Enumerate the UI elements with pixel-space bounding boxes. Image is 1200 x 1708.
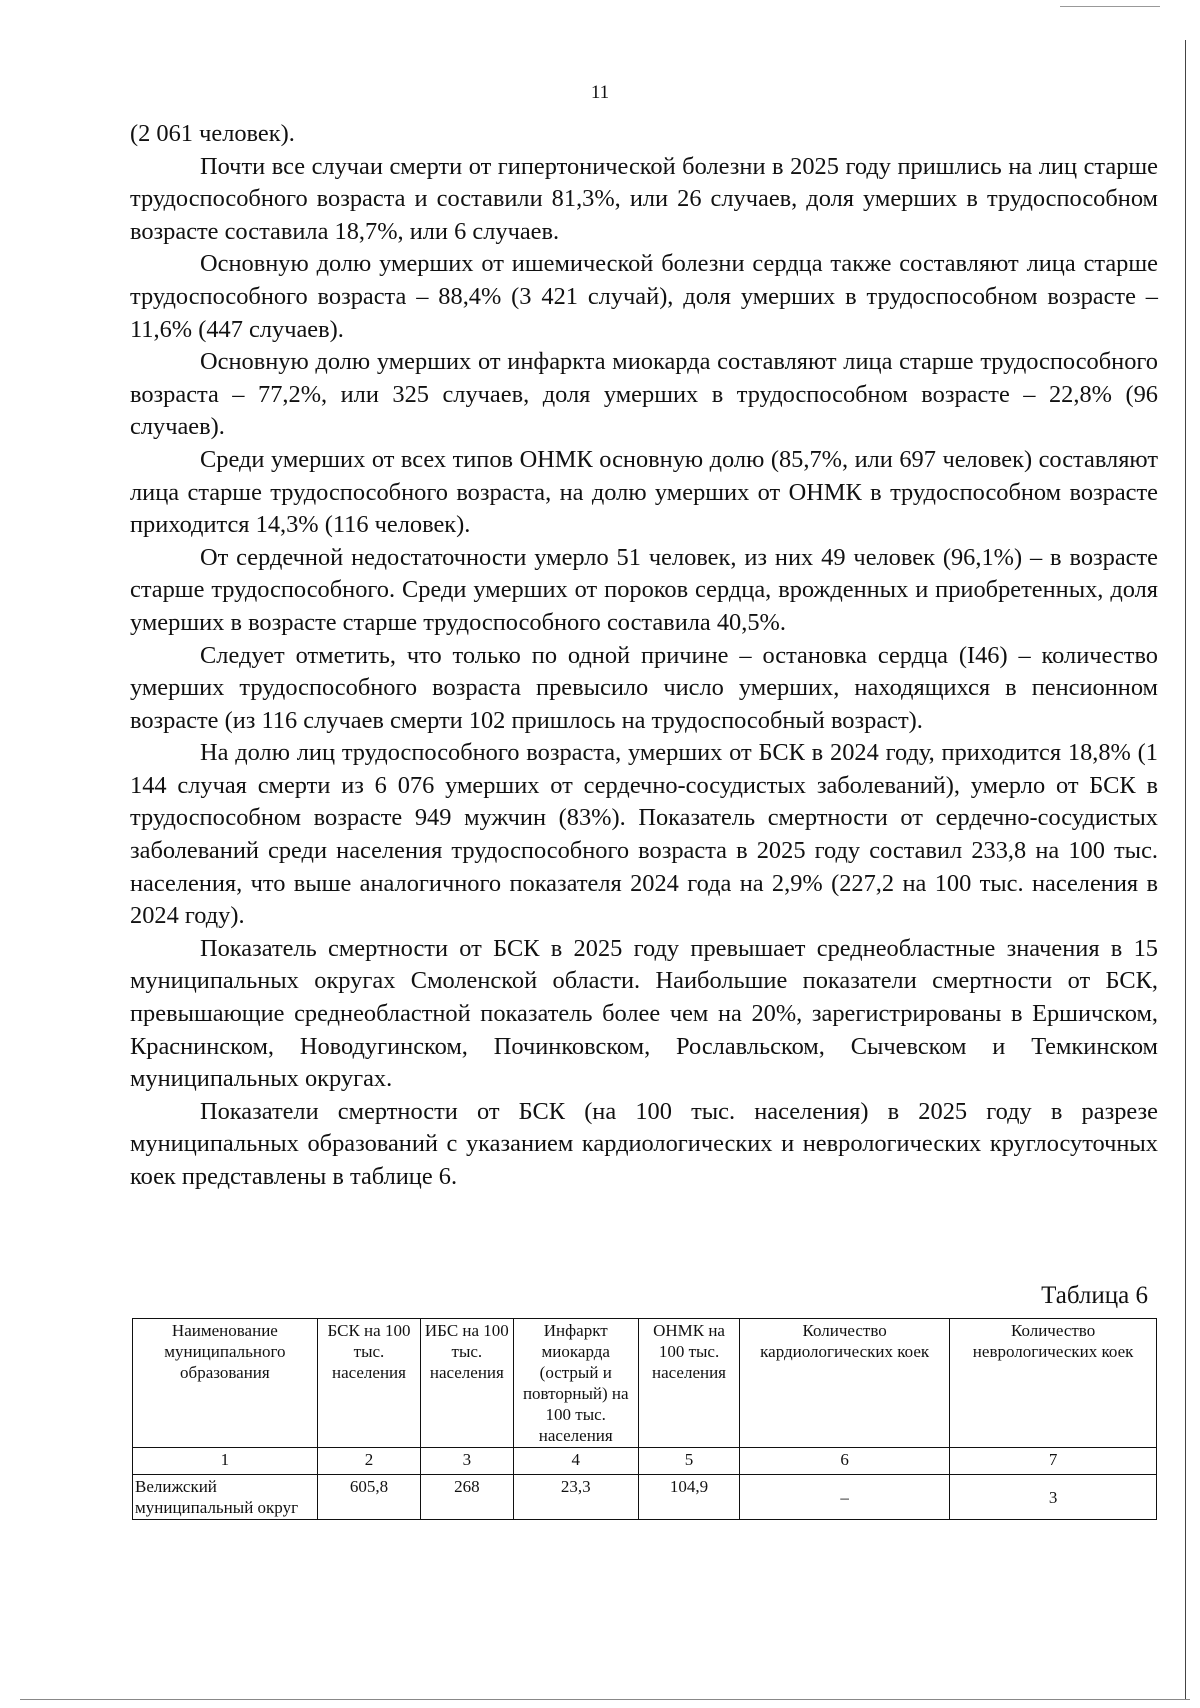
column-header: Количество неврологических коек: [950, 1319, 1157, 1448]
paragraph: Показатель смертности от БСК в 2025 году превышает среднеобластные значения в 15 муниципальных округах Смоленской области. Наибольшие показатели смертности от БСК, превышающие среднеобластной показатель более чем на 20%, зарегистрированы в Ершичском, Краснинском, Новодугинском, Починковском, Рославльском, Сычевском и Темкинском муниципальных округах.: [130, 934, 1158, 1093]
column-number: 4: [513, 1448, 638, 1475]
column-number: 5: [638, 1448, 739, 1475]
ibs-value: 268: [421, 1475, 513, 1520]
neuro-beds-value: 3: [950, 1475, 1157, 1520]
mortality-table: [132, 1318, 1157, 1520]
column-header: БСК на 100 тыс. населения: [317, 1319, 420, 1448]
body-text: [130, 118, 1158, 1194]
scan-edge-top: [1060, 6, 1160, 7]
column-number: 2: [317, 1448, 420, 1475]
municipality-name: Велижский муниципальный округ: [133, 1475, 318, 1520]
scan-edge-right: [1185, 40, 1187, 1700]
table-row: [133, 1475, 1157, 1520]
column-number: 7: [950, 1448, 1157, 1475]
scan-edge-bottom: [20, 1699, 1190, 1700]
column-header: Наименование муниципального образования: [133, 1319, 318, 1448]
paragraph: Почти все случаи смерти от гипертонической болезни в 2025 году пришлись на лиц старше трудоспособного возраста и составили 81,3%, или 26 случаев, доля умерших в трудоспособном возрасте составила 18,7%, или 6 случаев.: [130, 152, 1158, 245]
paragraph: На долю лиц трудоспособного возраста, умерших от БСК в 2024 году, приходится 18,8% (1 144 случая смерти из 6 076 умерших от сердечно-сосудистых заболеваний), умерло от БСК в трудоспособном возрасте 949 мужчин (83%). Показатель смертности от сердечно-сосудистых заболеваний среди населения трудоспособного возраста в 2025 году составил 233,8 на 100 тыс. населения, что выше аналогичного показателя 2024 года на 2,9% (227,2 на 100 тыс. населения в 2024 году).: [130, 739, 1158, 930]
column-header: Инфаркт миокарда (острый и повторный) на 100 тыс. населения: [513, 1319, 638, 1448]
bsk-value: 605,8: [317, 1475, 420, 1520]
column-number: 6: [740, 1448, 950, 1475]
paragraph: Основную долю умерших от инфаркта миокарда составляют лица старше трудоспособного возраста – 77,2%, или 325 случаев, доля умерших в трудоспособном возрасте – 22,8% (96 случаев).: [130, 348, 1158, 441]
column-header: ОНМК на 100 тыс. населения: [638, 1319, 739, 1448]
column-header: Количество кардиологических коек: [740, 1319, 950, 1448]
column-number: 1: [133, 1448, 318, 1475]
paragraph: Среди умерших от всех типов ОНМК основную долю (85,7%, или 697 человек) составляют лица старше трудоспособного возраста, на долю умерших от ОНМК в трудоспособном возрасте приходится 14,3% (116 человек).: [130, 445, 1158, 539]
column-number: 3: [421, 1448, 513, 1475]
paragraph: (2 061 человек).: [130, 120, 295, 147]
cardio-beds-value: –: [740, 1475, 950, 1520]
table-caption: Таблица 6: [1041, 1282, 1148, 1309]
infarct-value: 23,3: [513, 1475, 638, 1520]
paragraph: Основную долю умерших от ишемической болезни сердца также составляют лица старше трудоспособного возраста – 88,4% (3 421 случай), доля умерших в трудоспособном возрасте – 11,6% (447 случаев).: [130, 250, 1158, 343]
paragraph: От сердечной недостаточности умерло 51 человек, из них 49 человек (96,1%) – в возрасте старше трудоспособного. Среди умерших от пороков сердца, врожденных и приобретенных, доля умерших в возрасте старше трудоспособного составила 40,5%.: [130, 543, 1158, 636]
table-header-row: [133, 1319, 1157, 1448]
column-number-row: [133, 1448, 1157, 1475]
paragraph: Следует отметить, что только по одной причине – остановка сердца (I46) – количество умерших трудоспособного возраста превысило число умерших, находящихся в пенсионном возрасте (из 116 случаев смерти 102 пришлось на трудоспособный возраст).: [130, 641, 1158, 734]
paragraph: Показатели смертности от БСК (на 100 тыс. населения) в 2025 году в разрезе муниципальных образований с указанием кардиологических и неврологических круглосуточных коек представлены в таблице 6.: [130, 1097, 1158, 1190]
page-number: 11: [590, 82, 610, 103]
column-header: ИБС на 100 тыс. населения: [421, 1319, 513, 1448]
onmk-value: 104,9: [638, 1475, 739, 1520]
